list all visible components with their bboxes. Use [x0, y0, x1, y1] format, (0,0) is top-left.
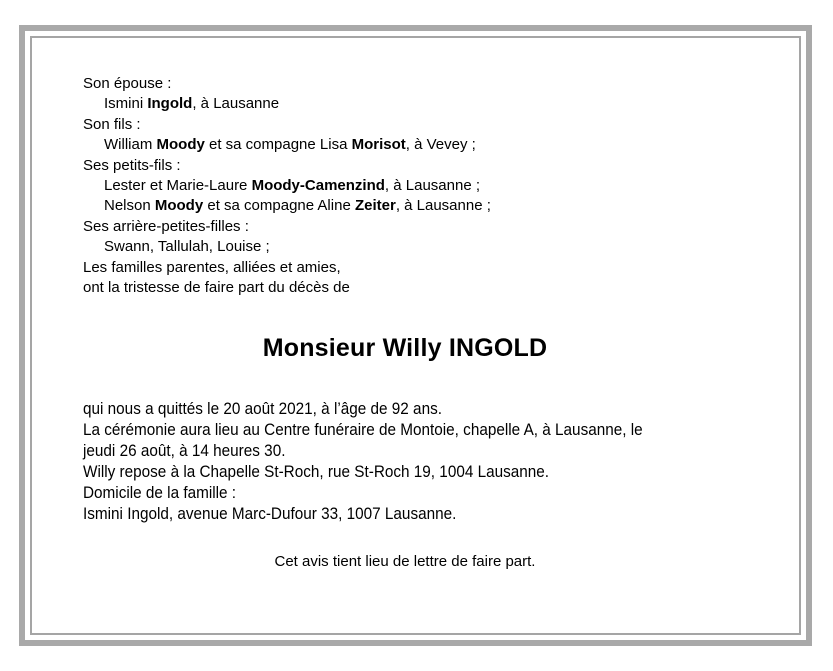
family-line-text: Les familles parentes, alliées et amies,: [83, 258, 341, 276]
family-line: [83, 258, 727, 278]
family-line-text: Ses arrière-petites-filles :: [83, 217, 249, 235]
notice-outer-frame: [19, 25, 812, 646]
family-line: [83, 278, 727, 298]
family-line-text: ont la tristesse de faire part du décès de: [83, 279, 350, 297]
family-line-text: Son fils :: [83, 115, 141, 133]
family-line-text: Nelson: [104, 197, 155, 215]
family-line-text: Ses petits-fils :: [83, 156, 181, 174]
family-line-text: , à Lausanne ;: [395, 197, 491, 215]
family-line: [83, 196, 727, 216]
family-line: [83, 115, 727, 135]
family-line: [83, 74, 727, 94]
family-line-text: , à Lausanne ;: [384, 177, 480, 195]
details-line: jeudi 26 août, à 14 heures 30.: [83, 441, 286, 461]
deceased-name-title: Monsieur Willy INGOLD: [262, 334, 548, 363]
family-line-text: Swann, Tallulah, Louise ;: [104, 238, 270, 256]
details-line: Ismini Ingold, avenue Marc-Dufour 33, 1007 Lausanne.: [83, 504, 457, 524]
family-line: [83, 135, 727, 155]
family-surname-bold: Moody-Camenzind: [251, 177, 385, 195]
family-line: [83, 217, 727, 237]
family-surname-bold: Moody: [156, 136, 205, 154]
details-line: qui nous a quittés le 20 août 2021, à l’âge de 92 ans.: [83, 399, 442, 419]
family-surname-bold: Moody: [154, 197, 204, 215]
family-line: [83, 237, 727, 257]
family-surname-bold: Zeiter: [354, 197, 396, 215]
family-line-text: , à Vevey ;: [405, 136, 476, 154]
details-line: Willy repose à la Chapelle St-Roch, rue St-Roch 19, 1004 Lausanne.: [83, 462, 550, 482]
family-surname-bold: Morisot: [351, 136, 406, 154]
family-line-text: William: [104, 136, 157, 154]
family-line-text: Ismini: [104, 95, 148, 113]
family-line-text: Lester et Marie-Laure: [104, 177, 252, 195]
family-line: [83, 176, 727, 196]
family-line-text: Son épouse :: [83, 75, 172, 92]
family-line-text: et sa compagne Lisa: [204, 136, 352, 154]
family-line: [83, 156, 727, 176]
details-line: Domicile de la famille :: [83, 483, 237, 503]
family-line-text: , à Lausanne: [192, 95, 280, 113]
details-lines-block: [83, 398, 727, 524]
family-line: [83, 94, 727, 114]
closing-line: Cet avis tient lieu de lettre de faire part.: [274, 553, 536, 571]
notice-inner-frame: [30, 36, 801, 635]
family-lines-block: [83, 74, 727, 298]
details-line: La cérémonie aura lieu au Centre funéraire de Montoie, chapelle A, à Lausanne, le: [83, 420, 643, 440]
family-line-text: et sa compagne Aline: [203, 197, 355, 215]
family-surname-bold: Ingold: [147, 95, 193, 113]
notice-content: [83, 74, 727, 572]
